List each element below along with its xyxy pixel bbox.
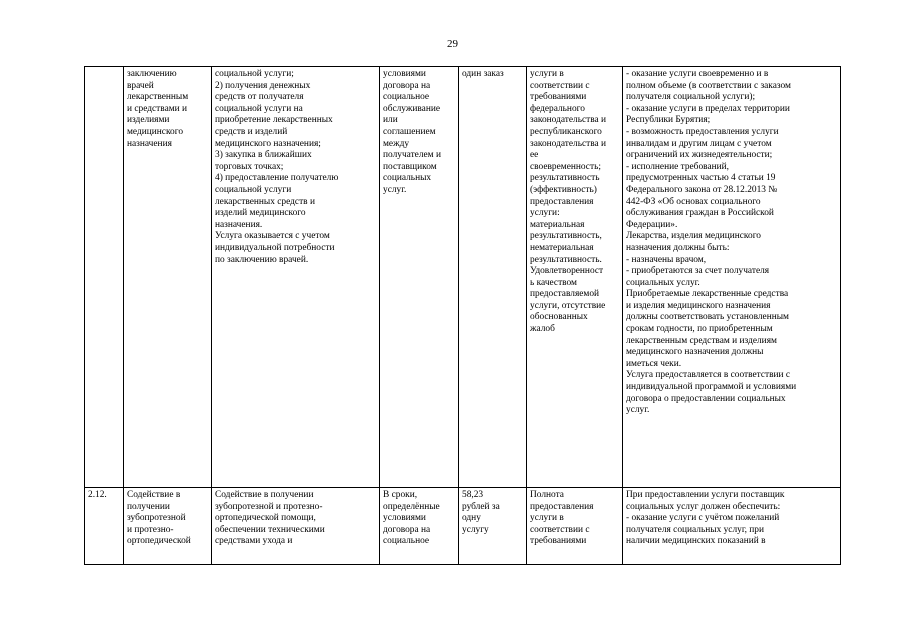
cell-text-line: Приобретаемые лекарственные средства (626, 289, 789, 300)
cell-text-line: 3) закупка в ближайших (215, 150, 312, 161)
cell-text-line: рублей за (462, 501, 500, 512)
cell-text-line: Содействие в получении (215, 490, 314, 500)
cell-text-line: обеспечении техническими (215, 524, 325, 535)
cell-text-line: медицинского назначения должны (626, 347, 764, 358)
cell-text-line: - оказание услуги в пределах территории (626, 103, 790, 114)
cell-text-line: инвалидам и другим лицам с учетом (626, 138, 772, 149)
cell-text-line: назначения. (215, 219, 263, 230)
cell-text-line: средств от получателя (215, 92, 304, 103)
cell-text-line: Полнота (530, 490, 564, 500)
cell-number (85, 67, 124, 488)
cell-text-line: предоставления (530, 196, 594, 207)
cell-provision-terms (380, 488, 459, 565)
cell-text-line: врачей (127, 80, 154, 91)
cell-text-line: средств и изделий (215, 126, 288, 137)
cell-text-line: приобретение лекарственных (215, 115, 333, 126)
cell-text-line: полном объеме (в соответствии с заказом (626, 80, 791, 91)
cell-text-line: получателя социальной услуги); (626, 92, 756, 103)
cell-text-line: ограничений их жизнедеятельности; (626, 150, 773, 161)
cell-text-line: республиканского (530, 126, 602, 137)
cell-text-line: социальных (383, 173, 432, 184)
cell-text-line: зубопротезной (127, 513, 186, 524)
cell-service-name (124, 488, 212, 565)
cell-text-line: требованиями (530, 92, 587, 103)
cell-text-line: ортопедической (127, 536, 191, 547)
cell-text-line: срокам годности, по приобретенным (626, 324, 773, 335)
cell-text-line: ее (530, 150, 539, 161)
cell-text-line: Услуга оказывается с учетом (215, 231, 330, 242)
cell-text-line: условиями (383, 513, 426, 524)
cell-text-line: социальной услуги; (215, 69, 294, 79)
cell-text-line: При предоставлении услуги поставщик (626, 490, 785, 500)
cell-text-line: должны соответствовать установленным (626, 312, 789, 323)
cell-text-line: 442-ФЗ «Об основах социального (626, 196, 761, 207)
cell-text-line: Удовлетворенност (530, 266, 604, 277)
cell-text-line: предусмотренных частью 4 статьи 19 (626, 173, 776, 184)
cell-text-line: между (383, 138, 410, 149)
cell-text-line: и средствами и (127, 103, 188, 114)
cell-quality-indicators (527, 488, 623, 565)
cell-text-line: и изделия медицинского назначения (626, 300, 771, 311)
cell-text-line: лекарственных средств и (215, 196, 315, 207)
cell-text-line: зубопротезной и протезно- (215, 501, 323, 512)
cell-text-line: федерального (530, 103, 585, 114)
cell-service-name (124, 67, 212, 488)
cell-provision-terms (380, 67, 459, 488)
cell-text-line: медицинского (127, 126, 184, 137)
cell-text-line: результативность, (530, 231, 602, 242)
cell-text-line: социальное (383, 536, 430, 547)
cell-text-line: 58,23 (462, 490, 484, 500)
cell-text-line: социальное (383, 92, 430, 103)
table-row (85, 67, 841, 488)
cell-text-line: Услуга предоставляется в соответствии с (626, 370, 791, 381)
cell-text-line: назначения должны быть: (626, 242, 730, 253)
cell-text-line: услуги, отсутствие (530, 300, 606, 311)
cell-text-line: социальной услуги (215, 184, 292, 195)
cell-text-line: лекарственным (127, 92, 189, 103)
cell-text-line: своевременность; (530, 161, 601, 172)
cell-text-line: 2) получения денежных (215, 80, 311, 91)
cell-text-line: услуг. (626, 405, 650, 416)
cell-text-line: и протезно- (127, 524, 174, 535)
cell-text-line: законодательства и (530, 115, 607, 126)
cell-text-line: один заказ (462, 69, 504, 79)
cell-text-line: 4) предоставление получателю (215, 173, 339, 184)
cell-text-line: лекарственным средствам и изделиям (626, 335, 777, 346)
cell-text-line: иметься чеки. (626, 358, 682, 369)
cell-text-line: (эффективность) (530, 184, 597, 195)
cell-text-line: социальной услуги на (215, 103, 303, 114)
cell-text-line: средствами ухода и (215, 536, 293, 547)
cell-text-line: социальных услуг. (626, 277, 700, 288)
services-table (84, 66, 841, 565)
cell-text-line: - возможность предоставления услуги (626, 126, 779, 137)
cell-tariff (459, 488, 527, 565)
cell-text-line: договора на (383, 524, 431, 535)
cell-text-line: получателем и (383, 150, 441, 161)
cell-text-line: договора о предоставлении социальных (626, 393, 786, 404)
cell-text-line: обоснованных (530, 312, 588, 323)
cell-text-line: Федерального закона от 28.12.2013 № (626, 184, 778, 195)
cell-tariff (459, 67, 527, 488)
cell-text-line: соглашением (383, 126, 436, 137)
cell-text-line: торговых точках; (215, 161, 284, 172)
cell-text-line: одну (462, 513, 481, 524)
cell-text-line: условиями (383, 69, 426, 79)
cell-text-line: медицинского назначения; (215, 138, 321, 149)
cell-text-line: услуги в (530, 513, 564, 524)
cell-text-line: соответствии с (530, 80, 590, 91)
cell-text-line: - приобретаются за счет получателя (626, 266, 770, 277)
cell-conditions (623, 488, 841, 565)
cell-text-line: получателя социальных услуг, при (626, 524, 765, 535)
cell-text-line: изделий медицинского (215, 208, 306, 219)
cell-text-line: индивидуальной потребности (215, 242, 335, 253)
table-row (85, 488, 841, 565)
cell-text-line: по заключению врачей. (215, 254, 309, 265)
cell-text-line: ортопедической помощи, (215, 513, 316, 524)
cell-text-line: определённые (383, 501, 440, 512)
cell-text-line: - исполнение требований, (626, 161, 729, 172)
cell-text-line: наличии медицинских показаний в (626, 536, 766, 547)
page-number: 29 (447, 38, 458, 50)
cell-text-line: индивидуальной программой и условиями (626, 382, 797, 393)
cell-text-line: - оказание услуги с учётом пожеланий (626, 513, 780, 524)
cell-text-line: услуги в (530, 69, 564, 79)
cell-text-line: жалоб (530, 324, 555, 335)
cell-text-line: Республики Бурятия; (626, 115, 711, 126)
cell-number (85, 488, 124, 565)
cell-text-line: социальных услуг должен обеспечить: (626, 501, 781, 512)
cell-text-line: результативность (530, 173, 600, 184)
cell-service-description (212, 488, 380, 565)
cell-text-line: материальная (530, 219, 585, 230)
cell-text-line: В сроки, (383, 490, 418, 500)
cell-text-line: предоставления (530, 501, 594, 512)
cell-text-line: требованиями (530, 536, 587, 547)
cell-quality-indicators (527, 67, 623, 488)
cell-text-line: назначения (127, 138, 172, 149)
cell-text-line: 2.12. (88, 490, 107, 500)
cell-text-line: договора на (383, 80, 431, 91)
cell-text-line: законодательства и (530, 138, 607, 149)
cell-text-line: обслуживание (383, 103, 441, 114)
cell-text-line: Лекарства, изделия медицинского (626, 231, 761, 242)
cell-text-line: услуги: (530, 208, 560, 219)
cell-text-line: - оказание услуги своевременно и в (626, 69, 769, 79)
cell-text-line: - назначены врачом, (626, 254, 707, 265)
cell-conditions (623, 67, 841, 488)
cell-text-line: ь качеством (530, 277, 577, 288)
cell-text-line: нематериальная (530, 242, 594, 253)
cell-text-line: изделиями (127, 115, 170, 126)
cell-text-line: заключению (127, 69, 177, 79)
cell-text-line: Федерации». (626, 219, 678, 230)
cell-text-line: поставщиком (383, 161, 437, 172)
cell-text-line: соответствии с (530, 524, 590, 535)
cell-text-line: обслуживания граждан в Российской (626, 208, 774, 219)
cell-text-line: услугу (462, 524, 489, 535)
cell-text-line: предоставляемой (530, 289, 600, 300)
cell-text-line: получении (127, 501, 170, 512)
cell-text-line: или (383, 115, 398, 126)
cell-text-line: результативность. (530, 254, 602, 265)
cell-service-description (212, 67, 380, 488)
cell-text-line: Содействие в (127, 490, 181, 500)
cell-text-line: услуг. (383, 184, 407, 195)
